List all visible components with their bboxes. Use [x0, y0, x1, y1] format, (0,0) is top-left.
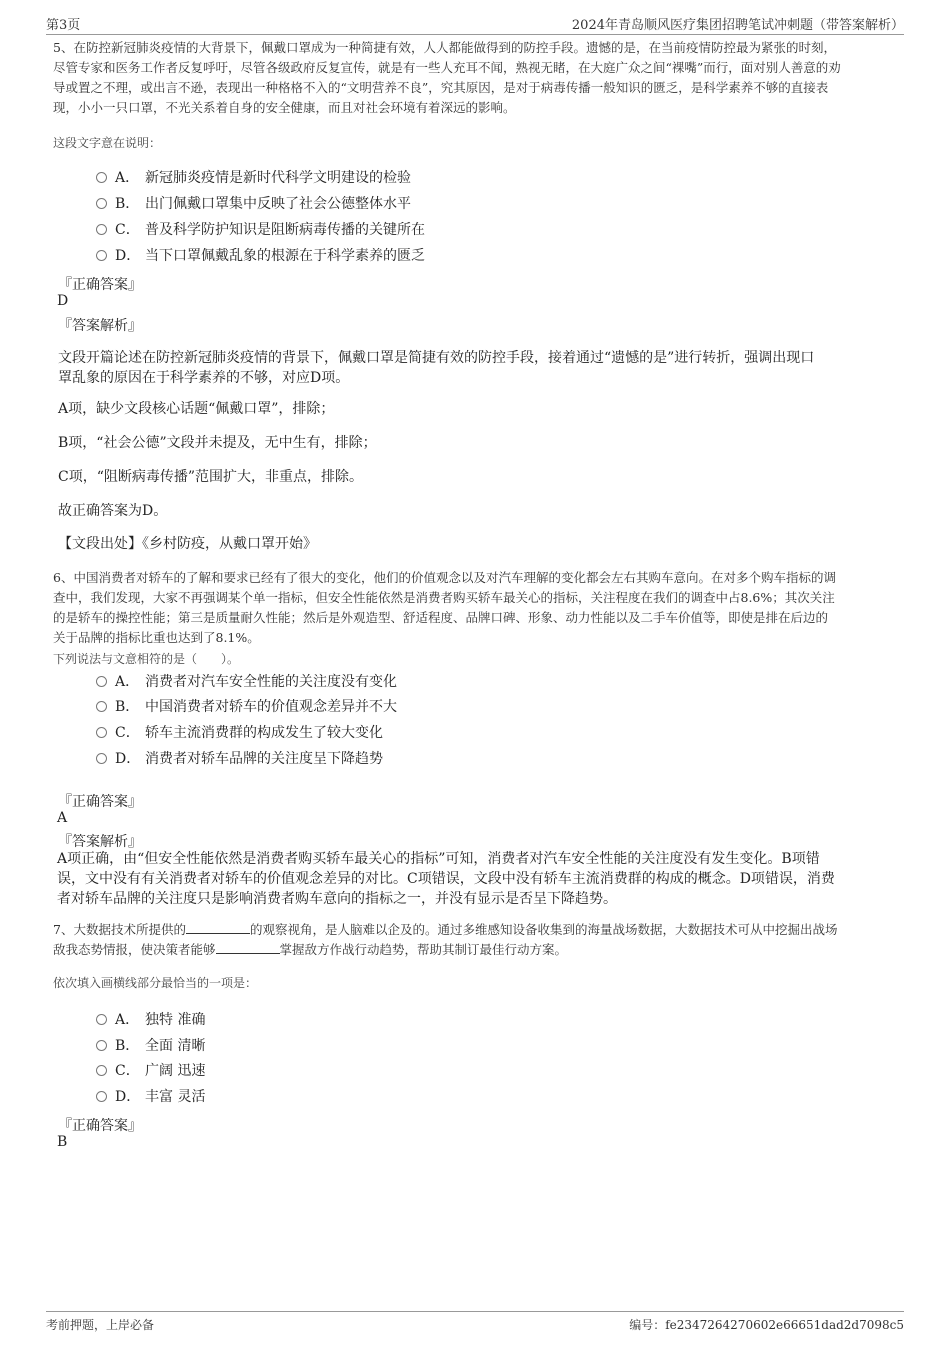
q6-option-a[interactable]: A． 消费者对汽车安全性能的关注度没有变化 — [96, 671, 397, 693]
q6-option-d[interactable]: D． 消费者对轿车品牌的关注度呈下降趋势 — [96, 748, 383, 770]
passage-line: 关于品牌的指标比重也达到了8.1%。 — [53, 630, 260, 645]
q5-analysis-a: A项，缺少文段核心话题“佩戴口罩”，排除； — [58, 401, 335, 417]
radio-icon[interactable] — [96, 172, 107, 183]
radio-icon[interactable] — [96, 198, 107, 209]
q5-option-b[interactable]: B． 出门佩戴口罩集中反映了社会公德整体水平 — [96, 193, 411, 215]
q7-answer-label: 『正确答案』 — [58, 1118, 142, 1134]
q5-source: 【文段出处】《乡村防疫，从戴口罩开始》 — [58, 536, 317, 552]
blank-1 — [186, 921, 250, 934]
doc-title: 2024年青岛顺风医疗集团招聘笔试冲刺题（带答案解析） — [571, 18, 904, 33]
q7-option-a[interactable]: A． 独特 准确 — [96, 1009, 205, 1031]
q5-analysis-c: C项，“阻断病毒传播”范围扩大，非重点，排除。 — [58, 469, 364, 485]
q5-passage — [53, 38, 903, 118]
q7-option-d[interactable]: D． 丰富 灵活 — [96, 1086, 205, 1108]
q7-option-b[interactable]: B． 全面 清晰 — [96, 1035, 205, 1057]
page-header — [46, 12, 904, 35]
q7-passage: 7、大数据技术所提供的 的观察视角，是人脑难以企及的。通过多维感知设备收集到的海量战场数据，大数据技术可从中挖掘出战场 敌我态势情报，使决策者能够 掌握敌方作战行动趋势，帮助其制订最佳行动方案。 — [53, 922, 838, 957]
blank-2 — [216, 941, 280, 954]
q7-answer: B — [57, 1134, 68, 1150]
q6-stem: 下列说法与文意相符的是（ ）。 — [53, 652, 240, 666]
radio-icon[interactable] — [96, 1040, 107, 1051]
page-footer — [46, 1311, 904, 1336]
radio-icon[interactable] — [96, 727, 107, 738]
passage-line: 5、在防控新冠肺炎疫情的大背景下，佩戴口罩成为一种简捷有效，人人都能做得到的防控手段。遗憾的是，在当前疫情防控最为紧张的时刻， — [53, 40, 836, 55]
q5-conclusion: 故正确答案为D。 — [58, 503, 168, 519]
passage-line: 现，小小一只口罩，不光关系着自身的安全健康，而且对社会环境有着深远的影响。 — [53, 100, 516, 115]
q6-analysis: A项正确，由“但安全性能依然是消费者购买轿车最关心的指标”可知，消费者对汽车安全性能的关注度没有发生变化。B项错 误，文中没有有关消费者对轿车的价值观念差异的对比。C项错误，文段中没有轿车主流消费群的构成的概念。D项错误，消费 者对轿车品牌的关注度只是影响消费者购车意向的指标之一，并没有显示是否呈下降趋势。 — [57, 851, 835, 907]
q5-answer: D — [57, 293, 69, 309]
q5-analysis-b: B项，“社会公德”文段并未提及，无中生有，排除； — [58, 435, 377, 451]
q7-option-c[interactable]: C． 广阔 迅速 — [96, 1060, 205, 1082]
footer-slogan: 考前押题，上岸必备 — [46, 1318, 155, 1332]
q6-answer: A — [57, 810, 68, 826]
q5-analysis-label: 『答案解析』 — [58, 318, 142, 334]
q6-option-b[interactable]: B． 中国消费者对轿车的价值观念差异并不大 — [96, 696, 397, 718]
q5-option-c[interactable]: C． 普及科学防护知识是阻断病毒传播的关键所在 — [96, 219, 425, 241]
q6-answer-label: 『正确答案』 — [58, 794, 142, 810]
q5-option-a[interactable]: A． 新冠肺炎疫情是新时代科学文明建设的检验 — [96, 167, 411, 189]
radio-icon[interactable] — [96, 753, 107, 764]
radio-icon[interactable] — [96, 250, 107, 261]
q5-answer-label: 『正确答案』 — [58, 277, 142, 293]
q5-analysis-para-1: 文段开篇论述在防控新冠肺炎疫情的背景下，佩戴口罩是简捷有效的防控手段，接着通过“遗憾的是”进行转折，强调出现口 罩乱象的原因在于科学素养的不够，对应D项。 — [58, 350, 815, 386]
passage-line: 的是轿车的操控性能；第三是质量耐久性能；然后是外观造型、舒适程度、品牌口碑、形象、动力性能以及二手车价值等，即使是排在后边的 — [53, 610, 829, 625]
q6-analysis-label: 『答案解析』 — [58, 834, 142, 850]
q7-stem: 依次填入画横线部分最恰当的一项是： — [53, 976, 258, 990]
passage-line: 尽管专家和医务工作者反复呼吁，尽管各级政府反复宣传，就是有一些人充耳不闻，熟视无睹，在大庭广众之间“裸嘴”而行，面对别人善意的劝 — [53, 60, 841, 75]
q5-option-d[interactable]: D． 当下口罩佩戴乱象的根源在于科学素养的匮乏 — [96, 245, 425, 267]
radio-icon[interactable] — [96, 224, 107, 235]
radio-icon[interactable] — [96, 1065, 107, 1076]
radio-icon[interactable] — [96, 701, 107, 712]
page-number: 第3页 — [46, 18, 81, 33]
q6-option-c[interactable]: C． 轿车主流消费群的构成发生了较大变化 — [96, 722, 383, 744]
radio-icon[interactable] — [96, 676, 107, 687]
passage-line: 导或置之不理，或出言不逊，表现出一种格格不入的“文明营养不良”，究其原因，是对于病毒传播一般知识的匮乏，是科学素养不够的直接表 — [53, 80, 829, 95]
radio-icon[interactable] — [96, 1014, 107, 1025]
radio-icon[interactable] — [96, 1091, 107, 1102]
passage-line: 6、中国消费者对轿车的了解和要求已经有了很大的变化，他们的价值观念以及对汽车理解的变化都会左右其购车意向。在对多个购车指标的调 — [53, 570, 836, 585]
q5-stem: 这段文字意在说明： — [53, 136, 162, 150]
footer-serial: 编号：fe2347264270602e66651dad2d7098c5 — [629, 1318, 904, 1332]
q6-passage — [53, 568, 903, 648]
passage-line: 查中，我们发现，大家不再强调某个单一指标，但安全性能依然是消费者购买轿车最关心的指标，关注程度在我们的调查中占8.6%；其次关注 — [53, 590, 835, 605]
